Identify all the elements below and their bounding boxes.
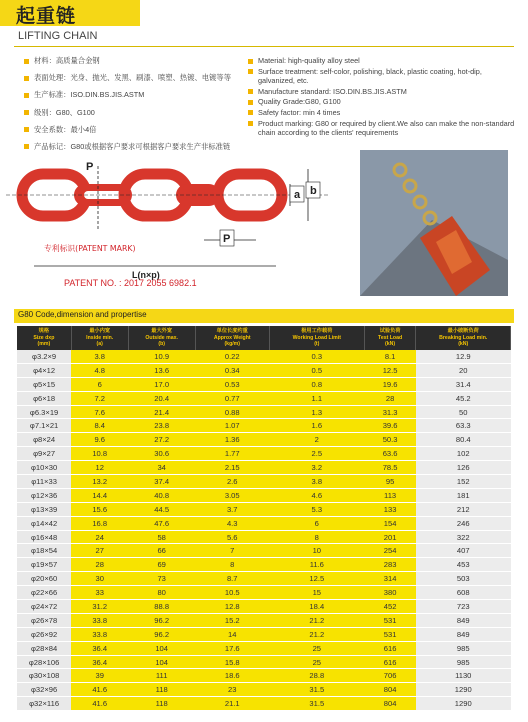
value-cell: 63.3	[416, 419, 511, 433]
value-cell: 0.34	[195, 363, 269, 377]
value-cell: 21.2	[269, 613, 364, 627]
value-cell: 80	[128, 586, 195, 600]
size-cell: φ24×72	[17, 600, 71, 614]
value-cell: 21.2	[269, 627, 364, 641]
bullet-icon	[24, 127, 29, 132]
section-bar	[14, 309, 514, 323]
value-cell: 96.2	[128, 627, 195, 641]
value-cell: 181	[416, 488, 511, 502]
value-cell: 58	[128, 530, 195, 544]
table-body	[17, 350, 511, 711]
spec-en-item: Manufacture standard: ISO.DIN.BS.JIS.ASTM	[248, 87, 516, 97]
page-subtitle: LIFTING CHAIN	[18, 30, 98, 42]
bullet-icon	[24, 144, 29, 149]
value-cell: 804	[364, 697, 416, 711]
value-cell: 126	[416, 461, 511, 475]
spec-en-item: Product marking: G80 or required by client.We also can make the non-standard chain according to the clients' requirements	[248, 119, 516, 138]
size-cell: φ30×108	[17, 669, 71, 683]
bullet-icon	[24, 93, 29, 98]
column-header: 最小破断负荷 Breaking Load min. (kN)	[416, 326, 511, 350]
value-cell: 8	[269, 530, 364, 544]
value-cell: 20.4	[128, 391, 195, 405]
patent-mark: 专利标识(PATENT MARK)	[44, 244, 136, 253]
value-cell: 15.8	[195, 655, 269, 669]
table-row	[17, 433, 511, 447]
value-cell: 102	[416, 447, 511, 461]
value-cell: 0.5	[269, 363, 364, 377]
value-cell: 18.6	[195, 669, 269, 683]
value-cell: 30	[71, 572, 128, 586]
value-cell: 18.4	[269, 600, 364, 614]
value-cell: 31.5	[269, 683, 364, 697]
value-cell: 314	[364, 572, 416, 586]
value-cell: 804	[364, 683, 416, 697]
spec-en-item: Surface treatment: self-color, polishing, black, plastic coating, hot-dip, galvanized, etc.	[248, 67, 516, 86]
value-cell: 104	[128, 655, 195, 669]
value-cell: 503	[416, 572, 511, 586]
value-cell: 37.4	[128, 475, 195, 489]
bullet-icon	[248, 100, 253, 105]
size-cell: φ26×92	[17, 627, 71, 641]
value-cell: 706	[364, 669, 416, 683]
value-cell: 28	[71, 558, 128, 572]
value-cell: 80.4	[416, 433, 511, 447]
size-cell: φ14×42	[17, 516, 71, 530]
value-cell: 113	[364, 488, 416, 502]
value-cell: 2.5	[269, 447, 364, 461]
bullet-icon	[24, 110, 29, 115]
value-cell: 25	[269, 655, 364, 669]
spec-en-item: Safety factor: min 4 times	[248, 108, 516, 118]
value-cell: 21.4	[128, 405, 195, 419]
size-cell: φ6.3×19	[17, 405, 71, 419]
value-cell: 849	[416, 613, 511, 627]
value-cell: 133	[364, 502, 416, 516]
value-cell: 608	[416, 586, 511, 600]
value-cell: 41.6	[71, 683, 128, 697]
value-cell: 452	[364, 600, 416, 614]
value-cell: 7.6	[71, 405, 128, 419]
value-cell: 4.6	[269, 488, 364, 502]
value-cell: 40.8	[128, 488, 195, 502]
spec-en-item: Material: high-quality alloy steel	[248, 56, 516, 66]
table-header-row	[17, 326, 511, 350]
value-cell: 8.4	[71, 419, 128, 433]
value-cell: 36.4	[71, 655, 128, 669]
spec-cn-item: 安全系数：最小4倍	[24, 125, 242, 136]
value-cell: 6	[269, 516, 364, 530]
value-cell: 11.6	[269, 558, 364, 572]
value-cell: 69	[128, 558, 195, 572]
value-cell: 1.6	[269, 419, 364, 433]
bullet-icon	[248, 110, 253, 115]
column-header: 最小内宽 Inside min. (a)	[71, 326, 128, 350]
value-cell: 849	[416, 627, 511, 641]
table-row	[17, 405, 511, 419]
value-cell: 212	[416, 502, 511, 516]
column-header: 极用工作载荷 Working Load Limit (t)	[269, 326, 364, 350]
value-cell: 12.9	[416, 350, 511, 363]
patent-number: PATENT NO. : 2017 2055 6982.1	[64, 278, 197, 288]
value-cell: 380	[364, 586, 416, 600]
column-header: 试验负荷 Test Load (kN)	[364, 326, 416, 350]
spec-cn-item: 材料：高质量合金钢	[24, 56, 242, 67]
size-cell: φ3.2×9	[17, 350, 71, 363]
value-cell: 1.3	[269, 405, 364, 419]
value-cell: 985	[416, 655, 511, 669]
value-cell: 616	[364, 641, 416, 655]
value-cell: 201	[364, 530, 416, 544]
section-title: G80 Code,dimension and propertise	[18, 310, 147, 319]
value-cell: 0.8	[269, 377, 364, 391]
value-cell: 0.53	[195, 377, 269, 391]
column-header: 单位长度约重 Approx Weight (kg/m)	[195, 326, 269, 350]
table-row	[17, 350, 511, 363]
table-row	[17, 544, 511, 558]
value-cell: 0.88	[195, 405, 269, 419]
value-cell: 5.3	[269, 502, 364, 516]
value-cell: 88.8	[128, 600, 195, 614]
value-cell: 2	[269, 433, 364, 447]
table-row	[17, 600, 511, 614]
value-cell: 4.8	[71, 363, 128, 377]
value-cell: 31.2	[71, 600, 128, 614]
column-header: 规格 Size dxp (mm)	[17, 326, 71, 350]
value-cell: 111	[128, 669, 195, 683]
value-cell: 7	[195, 544, 269, 558]
value-cell: 254	[364, 544, 416, 558]
value-cell: 24	[71, 530, 128, 544]
dim-label-p-bottom: P	[223, 233, 231, 245]
value-cell: 6	[71, 377, 128, 391]
table-row	[17, 558, 511, 572]
value-cell: 3.2	[269, 461, 364, 475]
value-cell: 31.4	[416, 377, 511, 391]
table-row	[17, 572, 511, 586]
table-row	[17, 586, 511, 600]
value-cell: 78.5	[364, 461, 416, 475]
value-cell: 30.6	[128, 447, 195, 461]
spec-cn-item: 产品标记：G80或根据客户要求可根据客户要求生产非标准链	[24, 142, 242, 153]
page-title: 起重链	[16, 5, 77, 27]
table-row	[17, 475, 511, 489]
value-cell: 118	[128, 697, 195, 711]
specs-en-list	[248, 56, 516, 139]
value-cell: 0.3	[269, 350, 364, 363]
table-row	[17, 613, 511, 627]
bullet-icon	[248, 89, 253, 94]
value-cell: 12.5	[364, 363, 416, 377]
value-cell: 95	[364, 475, 416, 489]
specs-cn-list	[24, 56, 242, 159]
value-cell: 14	[195, 627, 269, 641]
value-cell: 17.6	[195, 641, 269, 655]
size-cell: φ16×48	[17, 530, 71, 544]
spec-cn-item: 级别：G80、G100	[24, 108, 242, 119]
table-row	[17, 655, 511, 669]
value-cell: 531	[364, 613, 416, 627]
size-cell: φ12×36	[17, 488, 71, 502]
value-cell: 4.3	[195, 516, 269, 530]
product-photo	[360, 150, 508, 296]
value-cell: 33.8	[71, 613, 128, 627]
value-cell: 10.5	[195, 586, 269, 600]
bullet-icon	[24, 76, 29, 81]
value-cell: 13.2	[71, 475, 128, 489]
value-cell: 154	[364, 516, 416, 530]
size-cell: φ7.1×21	[17, 419, 71, 433]
table-row	[17, 363, 511, 377]
size-cell: φ26×78	[17, 613, 71, 627]
bullet-icon	[248, 59, 253, 64]
value-cell: 36.4	[71, 641, 128, 655]
size-cell: φ20×60	[17, 572, 71, 586]
value-cell: 152	[416, 475, 511, 489]
value-cell: 10.9	[128, 350, 195, 363]
value-cell: 10	[269, 544, 364, 558]
table-row	[17, 447, 511, 461]
value-cell: 531	[364, 627, 416, 641]
value-cell: 50.3	[364, 433, 416, 447]
value-cell: 28.8	[269, 669, 364, 683]
value-cell: 41.6	[71, 697, 128, 711]
value-cell: 66	[128, 544, 195, 558]
table-row	[17, 391, 511, 405]
g80-spec-table	[17, 326, 511, 711]
value-cell: 31.3	[364, 405, 416, 419]
table-row	[17, 419, 511, 433]
dim-label-a: a	[294, 189, 301, 201]
size-cell: φ6×18	[17, 391, 71, 405]
spec-en-item: Quality Grade:G80, G100	[248, 97, 516, 107]
size-cell: φ8×24	[17, 433, 71, 447]
value-cell: 27	[71, 544, 128, 558]
value-cell: 3.7	[195, 502, 269, 516]
size-cell: φ11×33	[17, 475, 71, 489]
size-cell: φ9×27	[17, 447, 71, 461]
value-cell: 12.8	[195, 600, 269, 614]
value-cell: 8.1	[364, 350, 416, 363]
size-cell: φ18×54	[17, 544, 71, 558]
table-row	[17, 683, 511, 697]
table-row	[17, 502, 511, 516]
size-cell: φ22×66	[17, 586, 71, 600]
dim-label-p-top: P	[86, 161, 94, 173]
value-cell: 10.8	[71, 447, 128, 461]
value-cell: 104	[128, 641, 195, 655]
value-cell: 96.2	[128, 613, 195, 627]
value-cell: 15.2	[195, 613, 269, 627]
size-cell: φ28×84	[17, 641, 71, 655]
table-row	[17, 530, 511, 544]
value-cell: 20	[416, 363, 511, 377]
value-cell: 118	[128, 683, 195, 697]
table-row	[17, 697, 511, 711]
value-cell: 23.8	[128, 419, 195, 433]
value-cell: 50	[416, 405, 511, 419]
table-row	[17, 377, 511, 391]
value-cell: 1290	[416, 683, 511, 697]
size-cell: φ32×116	[17, 697, 71, 711]
value-cell: 73	[128, 572, 195, 586]
value-cell: 2.6	[195, 475, 269, 489]
value-cell: 0.22	[195, 350, 269, 363]
size-cell: φ10×30	[17, 461, 71, 475]
value-cell: 3.05	[195, 488, 269, 502]
value-cell: 5.6	[195, 530, 269, 544]
size-cell: φ13×39	[17, 502, 71, 516]
value-cell: 985	[416, 641, 511, 655]
value-cell: 16.8	[71, 516, 128, 530]
value-cell: 15.6	[71, 502, 128, 516]
value-cell: 27.2	[128, 433, 195, 447]
value-cell: 25	[269, 641, 364, 655]
value-cell: 34	[128, 461, 195, 475]
size-cell: φ19×57	[17, 558, 71, 572]
value-cell: 15	[269, 586, 364, 600]
value-cell: 9.6	[71, 433, 128, 447]
value-cell: 45.2	[416, 391, 511, 405]
divider	[14, 46, 514, 47]
value-cell: 21.1	[195, 697, 269, 711]
value-cell: 23	[195, 683, 269, 697]
value-cell: 28	[364, 391, 416, 405]
value-cell: 19.6	[364, 377, 416, 391]
bullet-icon	[248, 69, 253, 74]
value-cell: 39	[71, 669, 128, 683]
value-cell: 246	[416, 516, 511, 530]
value-cell: 3.8	[269, 475, 364, 489]
bullet-icon	[248, 121, 253, 126]
size-cell: φ28×106	[17, 655, 71, 669]
value-cell: 39.6	[364, 419, 416, 433]
value-cell: 322	[416, 530, 511, 544]
bullet-icon	[24, 59, 29, 64]
value-cell: 17.0	[128, 377, 195, 391]
value-cell: 47.6	[128, 516, 195, 530]
dim-label-b: b	[310, 185, 317, 197]
value-cell: 723	[416, 600, 511, 614]
size-cell: φ5×15	[17, 377, 71, 391]
value-cell: 12.5	[269, 572, 364, 586]
value-cell: 283	[364, 558, 416, 572]
table-row	[17, 461, 511, 475]
value-cell: 3.8	[71, 350, 128, 363]
value-cell: 407	[416, 544, 511, 558]
spec-cn-item: 生产标准：ISO.DIN.BS.JIS.ASTM	[24, 90, 242, 101]
value-cell: 2.15	[195, 461, 269, 475]
value-cell: 453	[416, 558, 511, 572]
spec-cn-item: 表面处理：光身、抛光、发黑、刷漆、喷塑、热镀、电镀等等	[24, 73, 242, 84]
value-cell: 1130	[416, 669, 511, 683]
table-row	[17, 516, 511, 530]
table-row	[17, 488, 511, 502]
value-cell: 44.5	[128, 502, 195, 516]
value-cell: 1.36	[195, 433, 269, 447]
value-cell: 33.8	[71, 627, 128, 641]
value-cell: 12	[71, 461, 128, 475]
value-cell: 14.4	[71, 488, 128, 502]
value-cell: 1.77	[195, 447, 269, 461]
value-cell: 31.5	[269, 697, 364, 711]
value-cell: 13.6	[128, 363, 195, 377]
value-cell: 7.2	[71, 391, 128, 405]
value-cell: 1.1	[269, 391, 364, 405]
value-cell: 8	[195, 558, 269, 572]
value-cell: 616	[364, 655, 416, 669]
value-cell: 63.6	[364, 447, 416, 461]
value-cell: 0.77	[195, 391, 269, 405]
table-row	[17, 669, 511, 683]
table-row	[17, 641, 511, 655]
value-cell: 1.07	[195, 419, 269, 433]
value-cell: 8.7	[195, 572, 269, 586]
table-row	[17, 627, 511, 641]
size-cell: φ32×96	[17, 683, 71, 697]
size-cell: φ4×12	[17, 363, 71, 377]
value-cell: 1290	[416, 697, 511, 711]
column-header: 最大外宽 Outside max. (b)	[128, 326, 195, 350]
value-cell: 33	[71, 586, 128, 600]
dim-label-length: L(n×p)	[132, 270, 160, 280]
